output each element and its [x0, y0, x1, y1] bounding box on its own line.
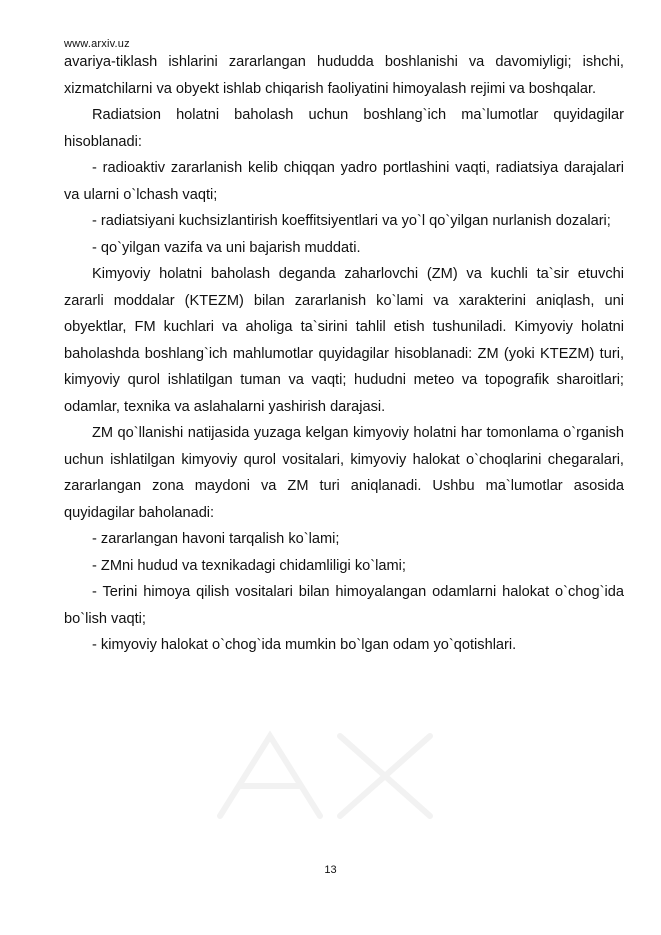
- list-item: - radiatsiyani kuchsizlantirish koeffitsiyentlari va yo`l qo`yilgan nurlanish dozalari;: [92, 213, 611, 229]
- paragraph: avariya-tiklash ishlarini zararlangan hududda boshlanishi va davomiyligi; ishchi, xizmatchilarni va obyekt ishlab chiqarish faoliyatini himoyalash rejimi va boshqalar.: [64, 54, 624, 97]
- list-item: - ZMni hudud va texnikadagi chidamliligi ko`lami;: [92, 557, 406, 574]
- site-url-header: www.arxiv.uz: [64, 38, 130, 50]
- list-item: - qo`yilgan vazifa va uni bajarish muddati.: [92, 239, 361, 256]
- page-number: 13: [324, 864, 337, 876]
- watermark-logo: [190, 706, 450, 846]
- document-body: [64, 49, 624, 659]
- list-item: - radioaktiv zararlanish kelib chiqqan yadro portlashini vaqti, radiatsiya darajalari va ularni o`lchash vaqti;: [64, 160, 624, 203]
- list-item: - Terini himoya qilish vositalari bilan himoyalangan odamlarni halokat o`chog`ida bo`lish vaqti;: [64, 584, 624, 627]
- paragraph: ZM qo`llanishi natijasida yuzaga kelgan kimyoviy holatni har tomonlama o`rganish uchun ishlatilgan kimyoviy qurol vositalari, kimyoviy halokat o`choqlarini chegaralari, zararlangan zona maydoni va ZM turi aniqlanadi. Ushbu ma`lumotlar asosida quyidagilar baholanadi:: [64, 425, 624, 521]
- list-item: - zararlangan havoni tarqalish ko`lami;: [92, 531, 340, 547]
- paragraph: Radiatsion holatni baholash uchun boshlang`ich ma`lumotlar quyidagilar hisoblanadi:: [64, 107, 624, 150]
- list-item: - kimyoviy halokat o`chog`ida mumkin bo`lgan odam yo`qotishlari.: [92, 637, 517, 653]
- paragraph: Kimyoviy holatni baholash deganda zaharlovchi (ZM) va kuchli ta`sir etuvchi zararli moddalar (KTEZM) bilan zararlanish ko`lami va xarakterini aniqlash, uni obyektlar, FM kuchlari va aholiga ta`sirini tahlil etish tushuniladi. Kimyoviy holatni baholashda boshlang`ich mahlumotlar quyidagilar hisoblanadi: ZM (yoki KTEZM) turi, kimyoviy qurol ishlatilgan tuman va vaqti; hududni meteo va topografik sharoitlari; odamlar, texnika va aslahalarni yashirish darajasi.: [64, 266, 624, 415]
